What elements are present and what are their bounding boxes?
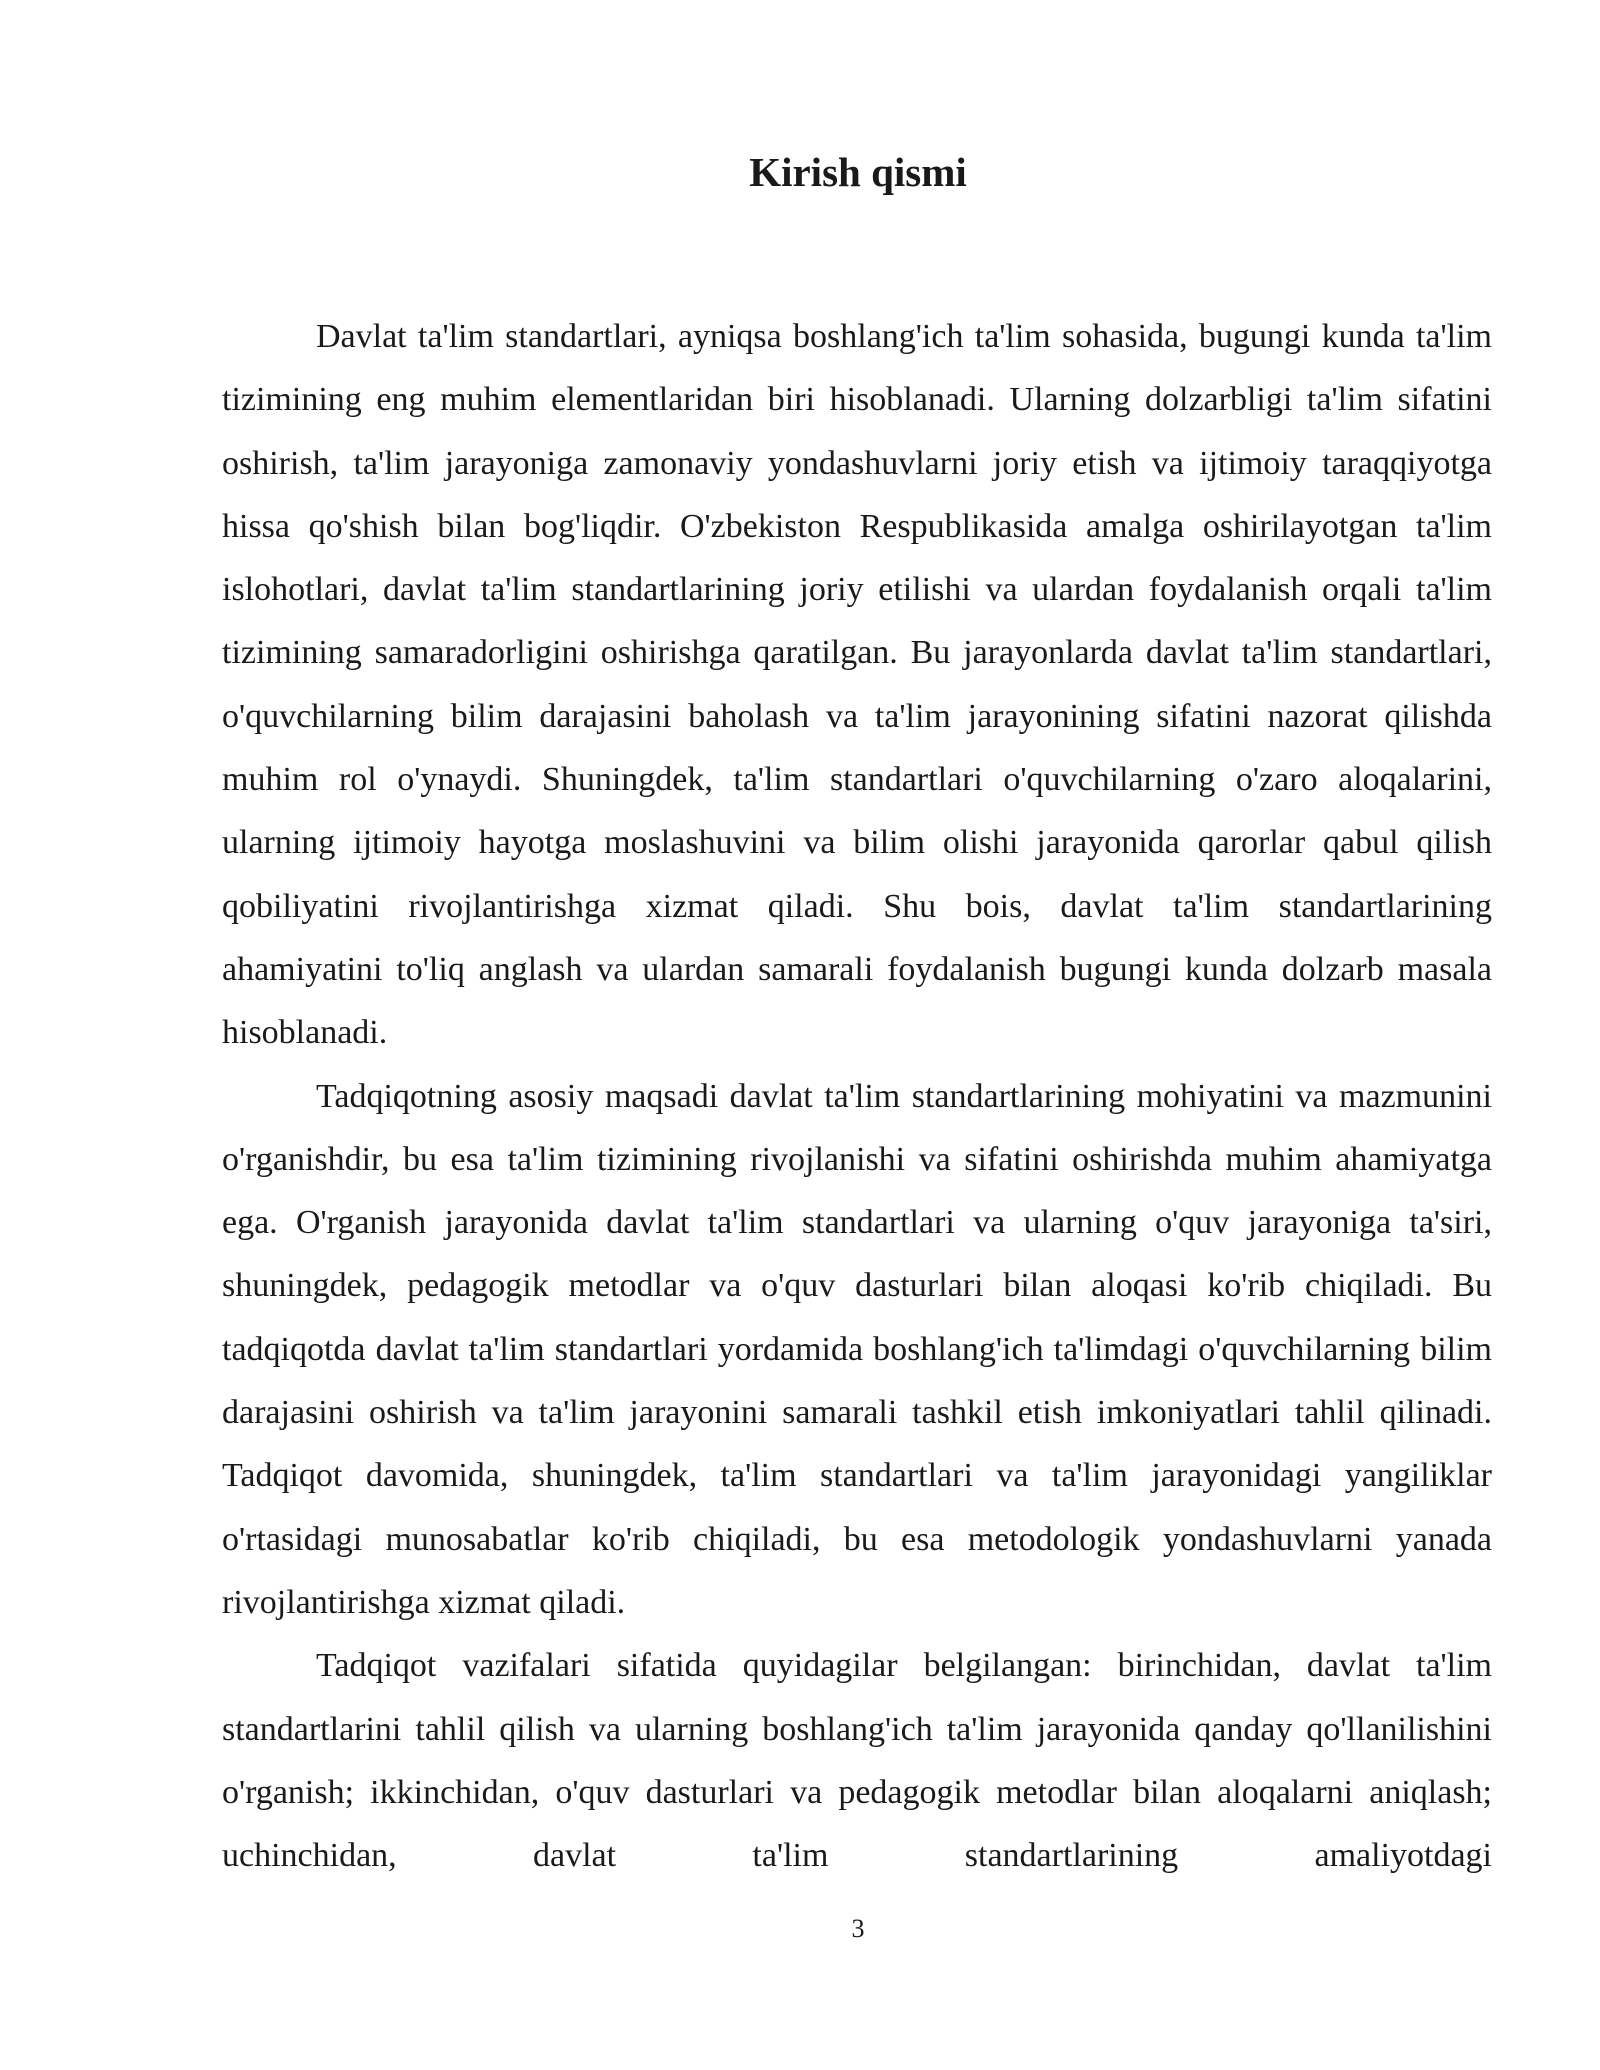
paragraph-1: Davlat ta'lim standartlari, ayniqsa boshlang'ich ta'lim sohasida, bugungi kunda ta'lim tizimining eng muhim elementlaridan biri hisoblanadi. Ularning dolzarbligi ta'lim sifatini oshirish, ta'lim jarayoniga zamonaviy yondashuvlarni joriy etish va ijtimoiy taraqqiyotga hissa qo'shish bilan bog'liqdir. O'zbekiston Respublikasida amalga oshirilayotgan ta'lim islohotlari, davlat ta'lim standartlarining joriy etilishi va ulardan foydalanish orqali ta'lim tizimining samaradorligini oshirishga qaratilgan. Bu jarayonlarda davlat ta'lim standartlari, o'quvchilarning bilim darajasini baholash va ta'lim jarayonining sifatini nazorat qilishda muhim rol o'ynaydi. Shuningdek, ta'lim standartlari o'quvchilarning o'zaro aloqalarini, ularning ijtimoiy hayotga moslashuvini va bilim olishi jarayonida qarorlar qabul qilish qobiliyatini rivojlantirishga xizmat qiladi. Shu bois, davlat ta'lim standartlarining ahamiyatini to'liq anglash va ulardan samarali foydalanish bugungi kunda dolzarb masala hisoblanadi. <box>222 318 1492 1052</box>
page-number: 3 <box>851 1914 865 1943</box>
page-title: Kirish qismi <box>749 149 967 195</box>
paragraph-2: Tadqiqotning asosiy maqsadi davlat ta'lim standartlarining mohiyatini va mazmunini o'rganishdir, bu esa ta'lim tizimining rivojlanishi va sifatini oshirishda muhim ahamiyatga ega. O'rganish jarayonida davlat ta'lim standartlari va ularning o'quv jarayoniga ta'siri, shuningdek, pedagogik metodlar va o'quv dasturlari bilan aloqasi ko'rib chiqiladi. Bu tadqiqotda davlat ta'lim standartlari yordamida boshlang'ich ta'limdagi o'quvchilarning bilim darajasini oshirish va ta'lim jarayonini samarali tashkil etish imkoniyatlari tahlil qilinadi. Tadqiqot davomida, shuningdek, ta'lim standartlari va ta'lim jarayonidagi yangiliklar o'rtasidagi munosabatlar ko'rib chiqiladi, bu esa metodologik yondashuvlarni yanada rivojlantirishga xizmat qiladi. <box>222 1077 1492 1621</box>
body-text <box>222 305 1492 1887</box>
paragraph-3: Tadqiqot vazifalari sifatida quyidagilar belgilangan: birinchidan, davlat ta'lim standartlarini tahlil qilish va ularning boshlang'ich ta'lim jarayonida qanday qo'llanilishini o'rganish; ikkinchidan, o'quv dasturlari va pedagogik metodlar bilan aloqalarni aniqlash; uchinchidan, davlat ta'lim standartlarining amaliyotdagi <box>222 1647 1492 1875</box>
